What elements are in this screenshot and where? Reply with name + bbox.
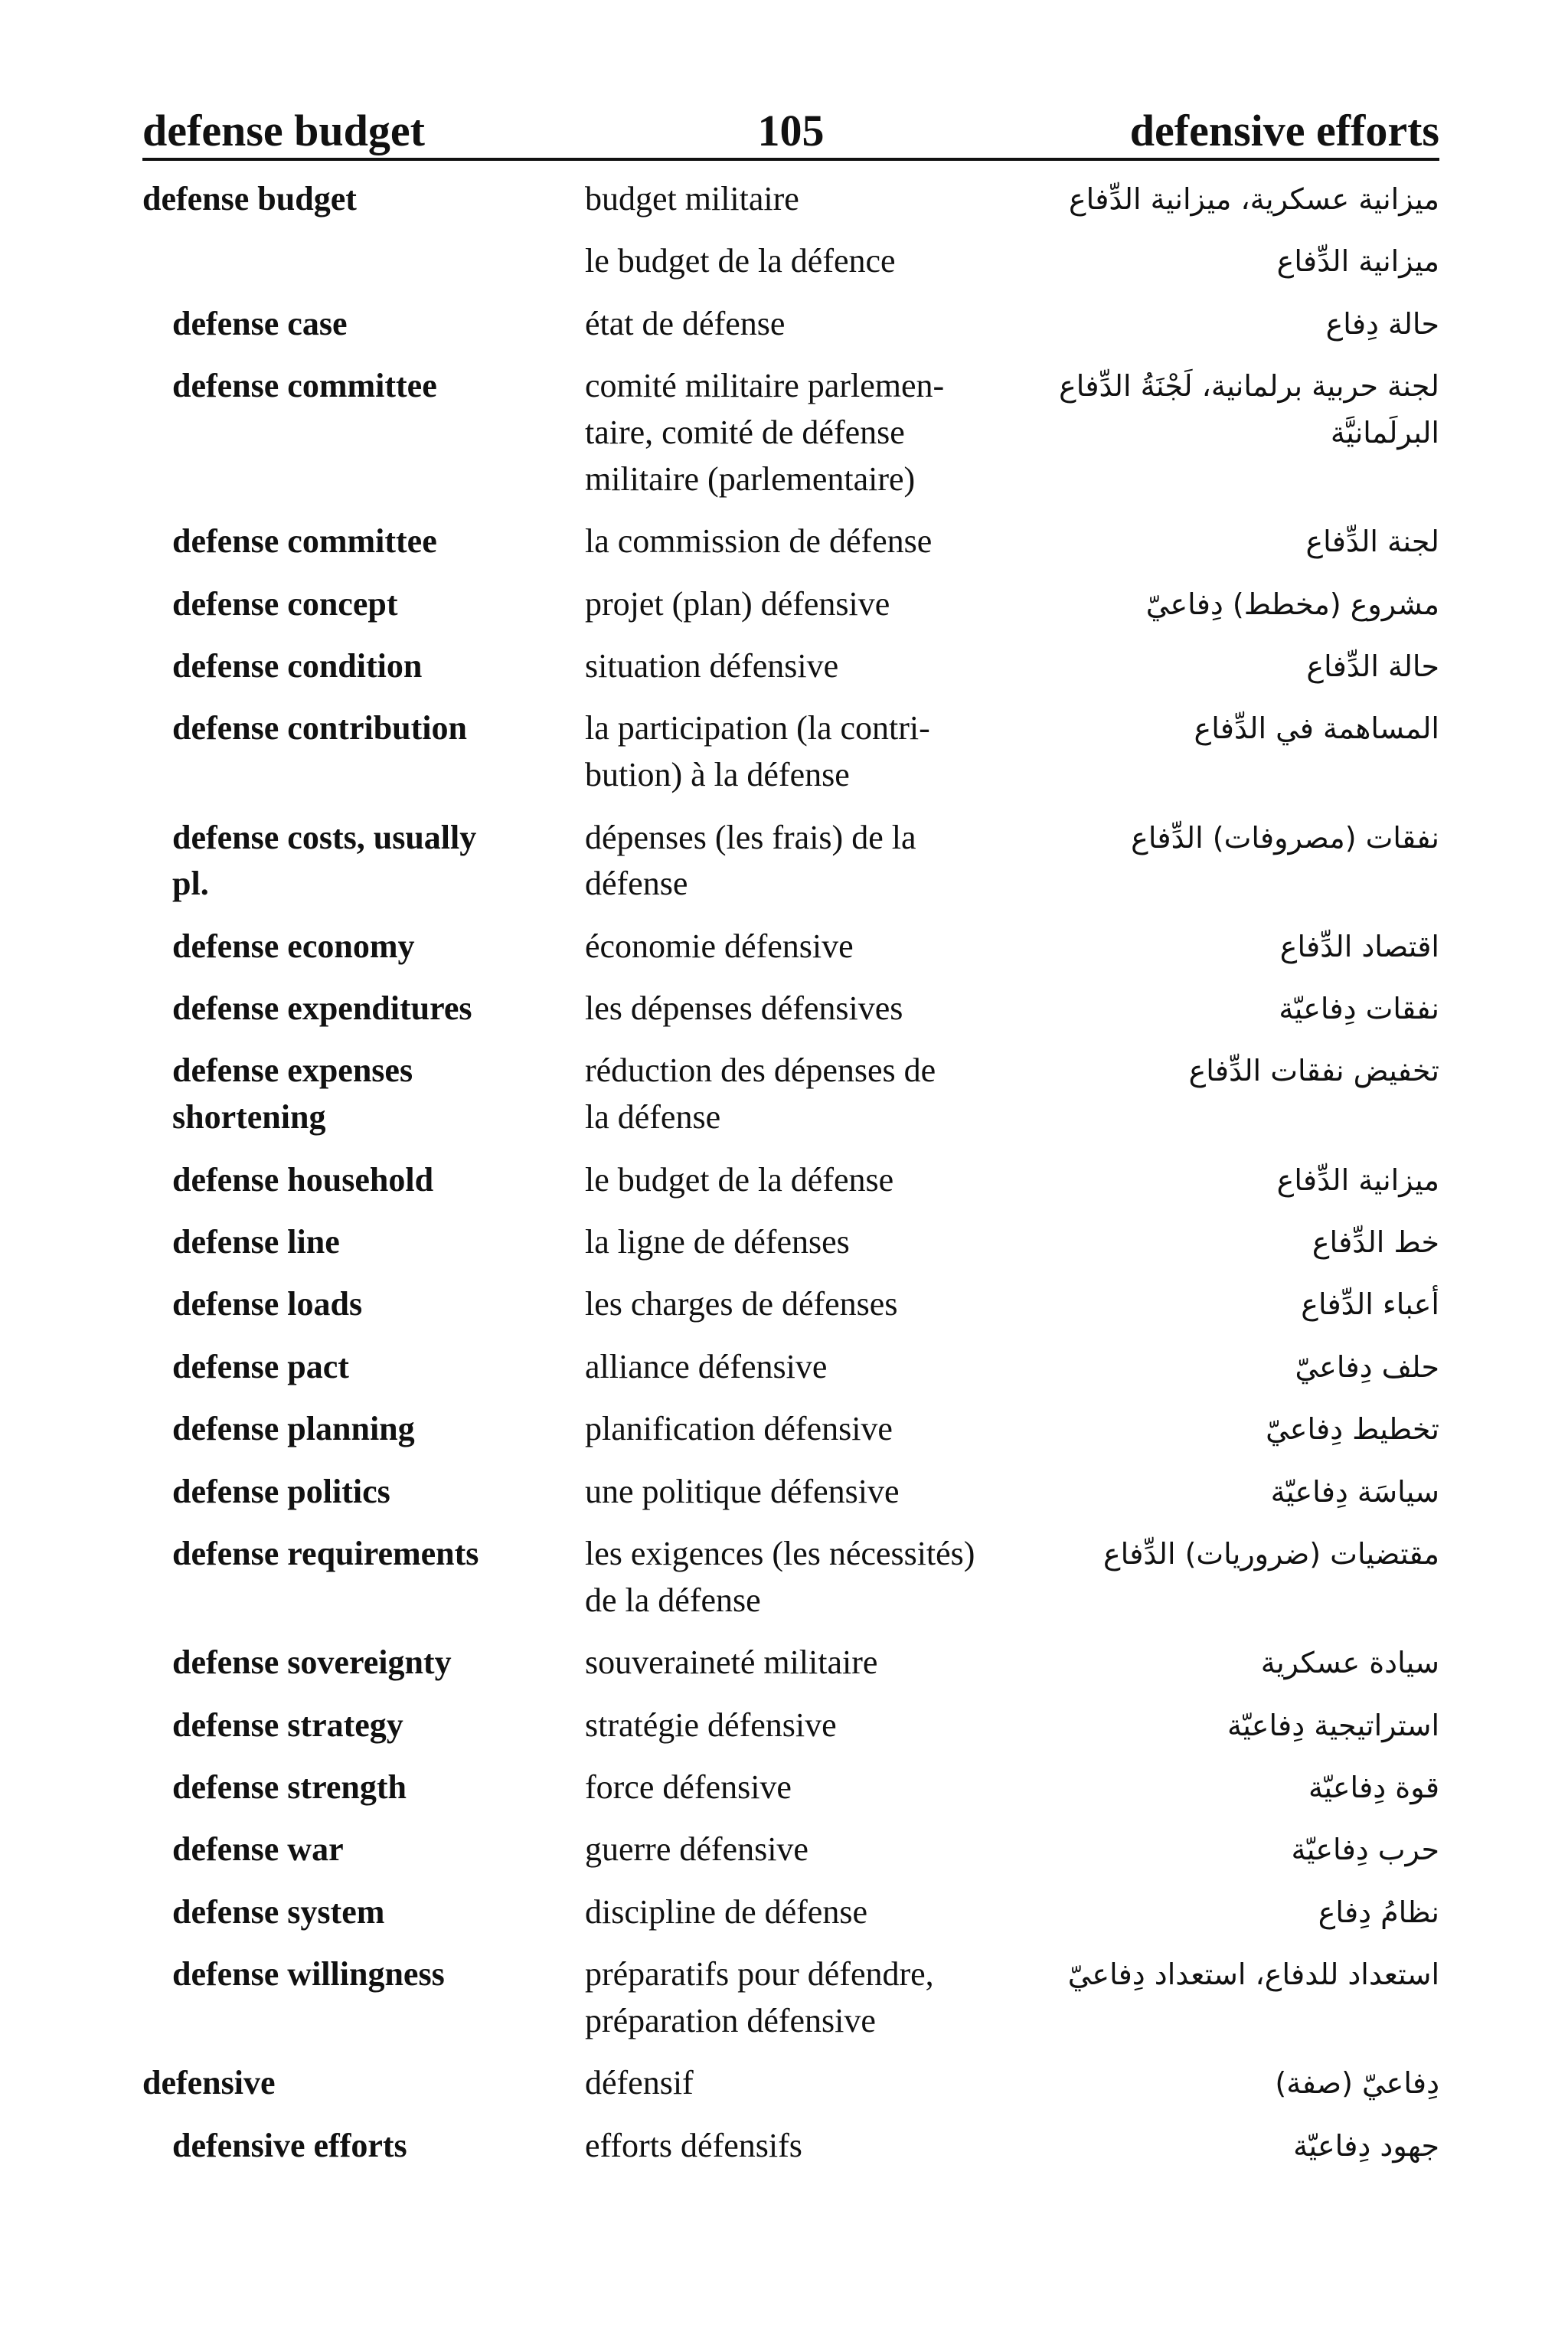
- entry-term: [142, 1157, 585, 1204]
- term-line: defense concept: [172, 584, 398, 623]
- subentry-row: [142, 1048, 1439, 1141]
- entry-arabic-translation: [992, 301, 1439, 348]
- entry-arabic-translation: [992, 363, 1439, 502]
- subentry-row: [142, 924, 1439, 970]
- french-line: stratégie défensive: [585, 1706, 837, 1744]
- entry-french-translation: [585, 1702, 992, 1749]
- french-line: une politique défensive: [585, 1472, 900, 1510]
- subentry-row: [142, 815, 1439, 908]
- term-line: defense line: [172, 1223, 340, 1261]
- french-line: souveraineté militaire: [585, 1643, 878, 1682]
- entry-arabic-translation: [992, 1764, 1439, 1811]
- arabic-line: لجنة الدِّفاع: [1305, 525, 1439, 559]
- entry-french-translation: [585, 986, 992, 1032]
- term-line: defense condition: [172, 646, 423, 685]
- entry-french-translation: [585, 1281, 992, 1328]
- french-line: le budget de la défense: [585, 1160, 894, 1199]
- entry-term: [142, 1702, 585, 1749]
- entry-french-translation: [585, 1219, 992, 1266]
- entry-term: [142, 176, 585, 223]
- entry-arabic-translation: [992, 1344, 1439, 1391]
- term-line: defensive efforts: [172, 2126, 407, 2164]
- french-line: bution) à la défense: [585, 756, 850, 794]
- entry-french-translation: [585, 1048, 992, 1141]
- entry-term: [142, 986, 585, 1032]
- french-line: discipline de défense: [585, 1892, 867, 1931]
- term-line: defense contribution: [172, 709, 467, 747]
- french-line: le budget de la défence: [585, 242, 896, 280]
- entry-french-translation: [585, 2123, 992, 2170]
- entry-term: [142, 2123, 585, 2170]
- entry-french-translation: [585, 1344, 992, 1391]
- french-line: guerre défensive: [585, 1830, 808, 1869]
- subentry-row: [142, 1469, 1439, 1516]
- french-line: taire, comité de défense: [585, 413, 905, 451]
- arabic-line: مشروع (مخطط) دِفاعيّ: [1145, 587, 1439, 621]
- french-line: état de défense: [585, 304, 786, 342]
- subentry-row: [142, 1827, 1439, 1873]
- entry-arabic-translation: [992, 986, 1439, 1032]
- french-line: projet (plan) défensive: [585, 584, 890, 623]
- entry-arabic-translation: [992, 238, 1439, 285]
- french-line: efforts défensifs: [585, 2126, 802, 2164]
- term-line: defense expenditures: [172, 989, 472, 1028]
- entry-term: [142, 1827, 585, 1873]
- entry-french-translation: [585, 2060, 992, 2107]
- arabic-line: دِفاعيّ (صفة): [1275, 2066, 1439, 2101]
- arabic-line: نفقات دِفاعيّة: [1279, 992, 1439, 1026]
- entry-french-translation: [585, 1951, 992, 2045]
- arabic-line: البرلَمانيَّة: [1330, 415, 1439, 450]
- entry-arabic-translation: [992, 1048, 1439, 1141]
- entry-french-translation: [585, 1406, 992, 1453]
- french-line: planification défensive: [585, 1410, 893, 1448]
- arabic-line: حرب دِفاعيّة: [1291, 1833, 1439, 1867]
- term-line: defense loads: [172, 1285, 363, 1323]
- arabic-line: حلف دِفاعيّ: [1295, 1349, 1439, 1384]
- entry-arabic-translation: [992, 705, 1439, 799]
- arabic-line: ميزانية الدِّفاع: [1276, 1163, 1439, 1197]
- entry-french-translation: [585, 1764, 992, 1811]
- term-line: defense strength: [172, 1768, 407, 1806]
- french-line: dépenses (les frais) de la: [585, 818, 916, 856]
- entry-french-translation: [585, 238, 992, 285]
- entry-french-translation: [585, 1827, 992, 1873]
- subentry-row: [142, 581, 1439, 628]
- subentry-row: [142, 1951, 1439, 2045]
- term-line: defense strategy: [172, 1706, 403, 1744]
- entry-term: [142, 238, 585, 285]
- page-number: 105: [757, 106, 825, 155]
- arabic-line: لجنة حربية برلمانية، لَجْنَةُ الدِّفاع: [1059, 369, 1439, 404]
- entry-term: [142, 1344, 585, 1391]
- french-line: situation défensive: [585, 646, 839, 685]
- arabic-line: نظامُ دِفاع: [1318, 1895, 1439, 1929]
- subentry-row: [142, 1157, 1439, 1204]
- entry-french-translation: [585, 581, 992, 628]
- entry-term: [142, 1281, 585, 1328]
- entry-term: [142, 924, 585, 970]
- entry-term: [142, 1640, 585, 1686]
- french-line: comité militaire parlemen-: [585, 367, 945, 405]
- entry-french-translation: [585, 924, 992, 970]
- term-line: shortening: [172, 1098, 326, 1137]
- french-line: force défensive: [585, 1768, 792, 1806]
- term-line: defense requirements: [172, 1535, 479, 1573]
- arabic-line: سيادة عسكرية: [1260, 1646, 1439, 1680]
- subentry-row: [142, 1406, 1439, 1453]
- term-line: pl.: [172, 865, 209, 903]
- arabic-line: اقتصاد الدِّفاع: [1279, 929, 1439, 963]
- term-line: defense household: [172, 1160, 434, 1199]
- subentry-row: [142, 1281, 1439, 1328]
- running-head-last-entry: defensive efforts: [1129, 106, 1439, 155]
- term-line: defense expenses: [172, 1051, 413, 1090]
- running-head: [142, 104, 1439, 161]
- entry-arabic-translation: [992, 2060, 1439, 2107]
- term-line: defense committee: [172, 367, 437, 405]
- entry-term: [142, 1764, 585, 1811]
- french-line: la commission de défense: [585, 522, 933, 561]
- entry-french-translation: [585, 301, 992, 348]
- subentry-row: [142, 643, 1439, 690]
- entry-french-translation: [585, 1531, 992, 1624]
- entry-french-translation: [585, 643, 992, 690]
- subentry-row: [142, 1702, 1439, 1749]
- french-line: alliance défensive: [585, 1347, 828, 1385]
- french-line: militaire (parlementaire): [585, 460, 916, 498]
- headword-row: [142, 2060, 1439, 2107]
- entry-term: [142, 1219, 585, 1266]
- entry-french-translation: [585, 815, 992, 908]
- entry-term: [142, 363, 585, 502]
- arabic-line: تخفيض نفقات الدِّفاع: [1188, 1054, 1439, 1088]
- arabic-line: استعداد للدفاع، استعداد دِفاعيّ: [1067, 1957, 1439, 1992]
- subentry-row: [142, 1344, 1439, 1391]
- entry-arabic-translation: [992, 1951, 1439, 2045]
- entry-arabic-translation: [992, 176, 1439, 223]
- term-line: defensive: [142, 2064, 276, 2102]
- subentry-row: [142, 1219, 1439, 1266]
- french-line: budget militaire: [585, 180, 799, 217]
- subentry-row: [142, 2123, 1439, 2170]
- term-line: defense politics: [172, 1472, 390, 1510]
- entry-arabic-translation: [992, 643, 1439, 690]
- entry-french-translation: [585, 1640, 992, 1686]
- entry-arabic-translation: [992, 1469, 1439, 1516]
- term-line: defense sovereignty: [172, 1643, 452, 1682]
- arabic-line: حالة الدِّفاع: [1306, 649, 1439, 683]
- entry-term: [142, 705, 585, 799]
- french-line: préparatifs pour défendre,: [585, 1955, 934, 1993]
- headword-row: [142, 176, 1439, 223]
- entry-french-translation: [585, 705, 992, 799]
- arabic-line: ميزانية عسكرية، ميزانية الدِّفاع: [1069, 182, 1439, 216]
- french-line: la participation (la contri-: [585, 709, 930, 747]
- entry-arabic-translation: [992, 518, 1439, 565]
- dictionary-entry-list: [142, 176, 1439, 2185]
- entry-term: [142, 2060, 585, 2107]
- term-line: defense economy: [172, 927, 415, 965]
- subentry-row: [142, 363, 1439, 502]
- entry-french-translation: [585, 1889, 992, 1936]
- french-line: les dépenses défensives: [585, 989, 903, 1028]
- entry-french-translation: [585, 363, 992, 502]
- french-line: les charges de défenses: [585, 1285, 898, 1323]
- term-line: defense pact: [172, 1347, 349, 1385]
- arabic-line: قوة دِفاعيّة: [1308, 1770, 1439, 1804]
- subentry-row: [142, 1640, 1439, 1686]
- entry-arabic-translation: [992, 924, 1439, 970]
- entry-french-translation: [585, 518, 992, 565]
- entry-arabic-translation: [992, 1281, 1439, 1328]
- arabic-line: المساهمة في الدِّفاع: [1194, 711, 1439, 746]
- arabic-line: سياسَة دِفاعيّة: [1270, 1474, 1439, 1509]
- entry-arabic-translation: [992, 1702, 1439, 1749]
- entry-term: [142, 815, 585, 908]
- arabic-line: مقتضيات (ضروريات) الدِّفاع: [1103, 1537, 1439, 1572]
- term-line: defense case: [172, 304, 348, 342]
- subentry-row: [142, 238, 1439, 285]
- entry-arabic-translation: [992, 815, 1439, 908]
- entry-term: [142, 643, 585, 690]
- entry-term: [142, 1469, 585, 1516]
- arabic-line: حالة دِفاع: [1325, 306, 1439, 341]
- term-line: defense willingness: [172, 1955, 445, 1993]
- arabic-line: أعباء الدِّفاع: [1301, 1287, 1439, 1322]
- entry-arabic-translation: [992, 1406, 1439, 1453]
- entry-arabic-translation: [992, 1531, 1439, 1624]
- entry-arabic-translation: [992, 2123, 1439, 2170]
- entry-term: [142, 1406, 585, 1453]
- entry-term: [142, 1048, 585, 1141]
- entry-term: [142, 1889, 585, 1936]
- term-line: defense budget: [142, 180, 357, 217]
- entry-term: [142, 581, 585, 628]
- running-head-first-entry: defense budget: [142, 106, 425, 155]
- subentry-row: [142, 1764, 1439, 1811]
- french-line: défense: [585, 865, 688, 903]
- entry-term: [142, 518, 585, 565]
- entry-french-translation: [585, 176, 992, 223]
- term-line: defense committee: [172, 522, 437, 561]
- arabic-line: نفقات (مصروفات) الدِّفاع: [1131, 820, 1439, 855]
- arabic-line: جهود دِفاعيّة: [1293, 2128, 1439, 2163]
- entry-arabic-translation: [992, 1640, 1439, 1686]
- entry-term: [142, 301, 585, 348]
- entry-arabic-translation: [992, 1827, 1439, 1873]
- entry-arabic-translation: [992, 1219, 1439, 1266]
- entry-french-translation: [585, 1157, 992, 1204]
- french-line: réduction des dépenses de: [585, 1051, 936, 1090]
- french-line: les exigences (les nécessités): [585, 1535, 975, 1573]
- subentry-row: [142, 986, 1439, 1032]
- subentry-row: [142, 301, 1439, 348]
- term-line: defense system: [172, 1892, 385, 1931]
- entry-term: [142, 1951, 585, 2045]
- arabic-line: خط الدِّفاع: [1312, 1225, 1439, 1260]
- entry-arabic-translation: [992, 581, 1439, 628]
- entry-french-translation: [585, 1469, 992, 1516]
- french-line: la défense: [585, 1098, 721, 1137]
- term-line: defense planning: [172, 1410, 415, 1448]
- french-line: de la défense: [585, 1581, 761, 1619]
- arabic-line: تخطيط دِفاعيّ: [1266, 1412, 1439, 1447]
- french-line: économie défensive: [585, 927, 854, 965]
- subentry-row: [142, 1531, 1439, 1624]
- subentry-row: [142, 705, 1439, 799]
- arabic-line: ميزانية الدِّفاع: [1276, 244, 1439, 279]
- term-line: defense costs, usually: [172, 818, 477, 856]
- entry-arabic-translation: [992, 1157, 1439, 1204]
- entry-arabic-translation: [992, 1889, 1439, 1936]
- term-line: defense war: [172, 1830, 344, 1869]
- french-line: la ligne de défenses: [585, 1223, 850, 1261]
- subentry-row: [142, 1889, 1439, 1936]
- arabic-line: استراتيجية دِفاعيّة: [1227, 1708, 1439, 1742]
- subentry-row: [142, 518, 1439, 565]
- french-line: préparation défensive: [585, 2001, 876, 2039]
- french-line: défensif: [585, 2064, 694, 2102]
- entry-term: [142, 1531, 585, 1624]
